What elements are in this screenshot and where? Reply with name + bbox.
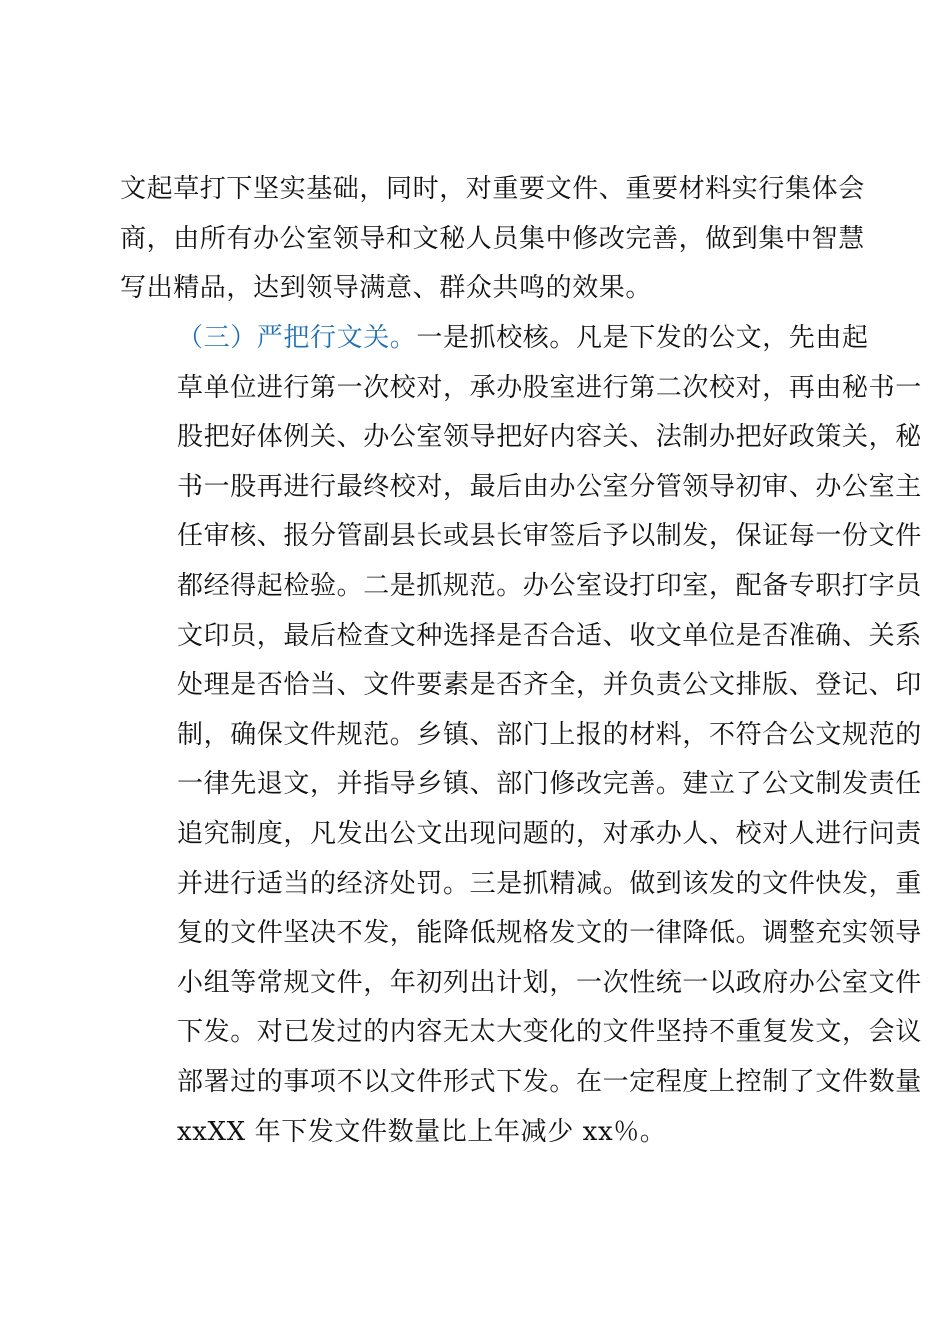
- paragraph-line: xxXX 年下发文件数量比上年减少 xx％。: [177, 1116, 667, 1147]
- continuation-paragraph: [120, 165, 865, 314]
- paragraph-line: 部署过的事项不以文件形式下发。在一定程度上控制了文件数量: [177, 1066, 922, 1097]
- paragraph-line: 草单位进行第一次校对，承办股室进行第二次校对，再由秘书一: [177, 372, 922, 403]
- paragraph-line: 文印员，最后检查文种选择是否合适、收文单位是否准确、关系: [177, 620, 922, 651]
- paragraph-line: 处理是否恰当、文件要素是否齐全，并负责公文排版、登记、印: [177, 670, 922, 701]
- paragraph-line: 写出精品，达到领导满意、群众共鸣的效果。: [120, 273, 653, 304]
- paragraph-line: 文起草打下坚实基础，同时，对重要文件、重要材料实行集体会: [120, 174, 865, 204]
- paragraph-line: 股把好体例关、办公室领导把好内容关、法制办把好政策关，秘: [177, 422, 922, 453]
- section-first-line-text: 一是抓校核。凡是下发的公文，先由起: [416, 323, 869, 353]
- paragraph-line: 并进行适当的经济处罚。三是抓精减。做到该发的文件快发，重: [177, 868, 922, 899]
- section-first-line: [120, 314, 869, 364]
- paragraph-line: 书一股再进行最终校对，最后由办公室分管领导初审、办公室主: [177, 471, 922, 502]
- paragraph-line: 任审核、报分管副县长或县长审签后予以制发，保证每一份文件: [177, 521, 922, 552]
- paragraph-line: 下发。对已发过的内容无太大变化的文件坚持不重复发文，会议: [177, 1017, 922, 1048]
- paragraph-line: 复的文件坚决不发，能降低规格发文的一律降低。调整充实领导: [177, 918, 922, 949]
- paragraph-line: 小组等常规文件，年初列出计划，一次性统一以政府办公室文件: [177, 967, 922, 998]
- paragraph-line: 追究制度，凡发出公文出现问题的，对承办人、校对人进行问责: [177, 818, 922, 849]
- section-heading: （三）严把行文关。: [177, 323, 417, 353]
- paragraph-line: 一律先退文，并指导乡镇、部门修改完善。建立了公文制发责任: [177, 769, 922, 800]
- paragraph-line: 制，确保文件规范。乡镇、部门上报的材料，不符合公文规范的: [177, 719, 922, 750]
- paragraph-line: 都经得起检验。二是抓规范。办公室设打印室，配备专职打字员: [177, 570, 922, 601]
- paragraph-line: 商，由所有办公室领导和文秘人员集中修改完善，做到集中智慧: [120, 223, 865, 254]
- section-paragraph: [120, 314, 922, 1157]
